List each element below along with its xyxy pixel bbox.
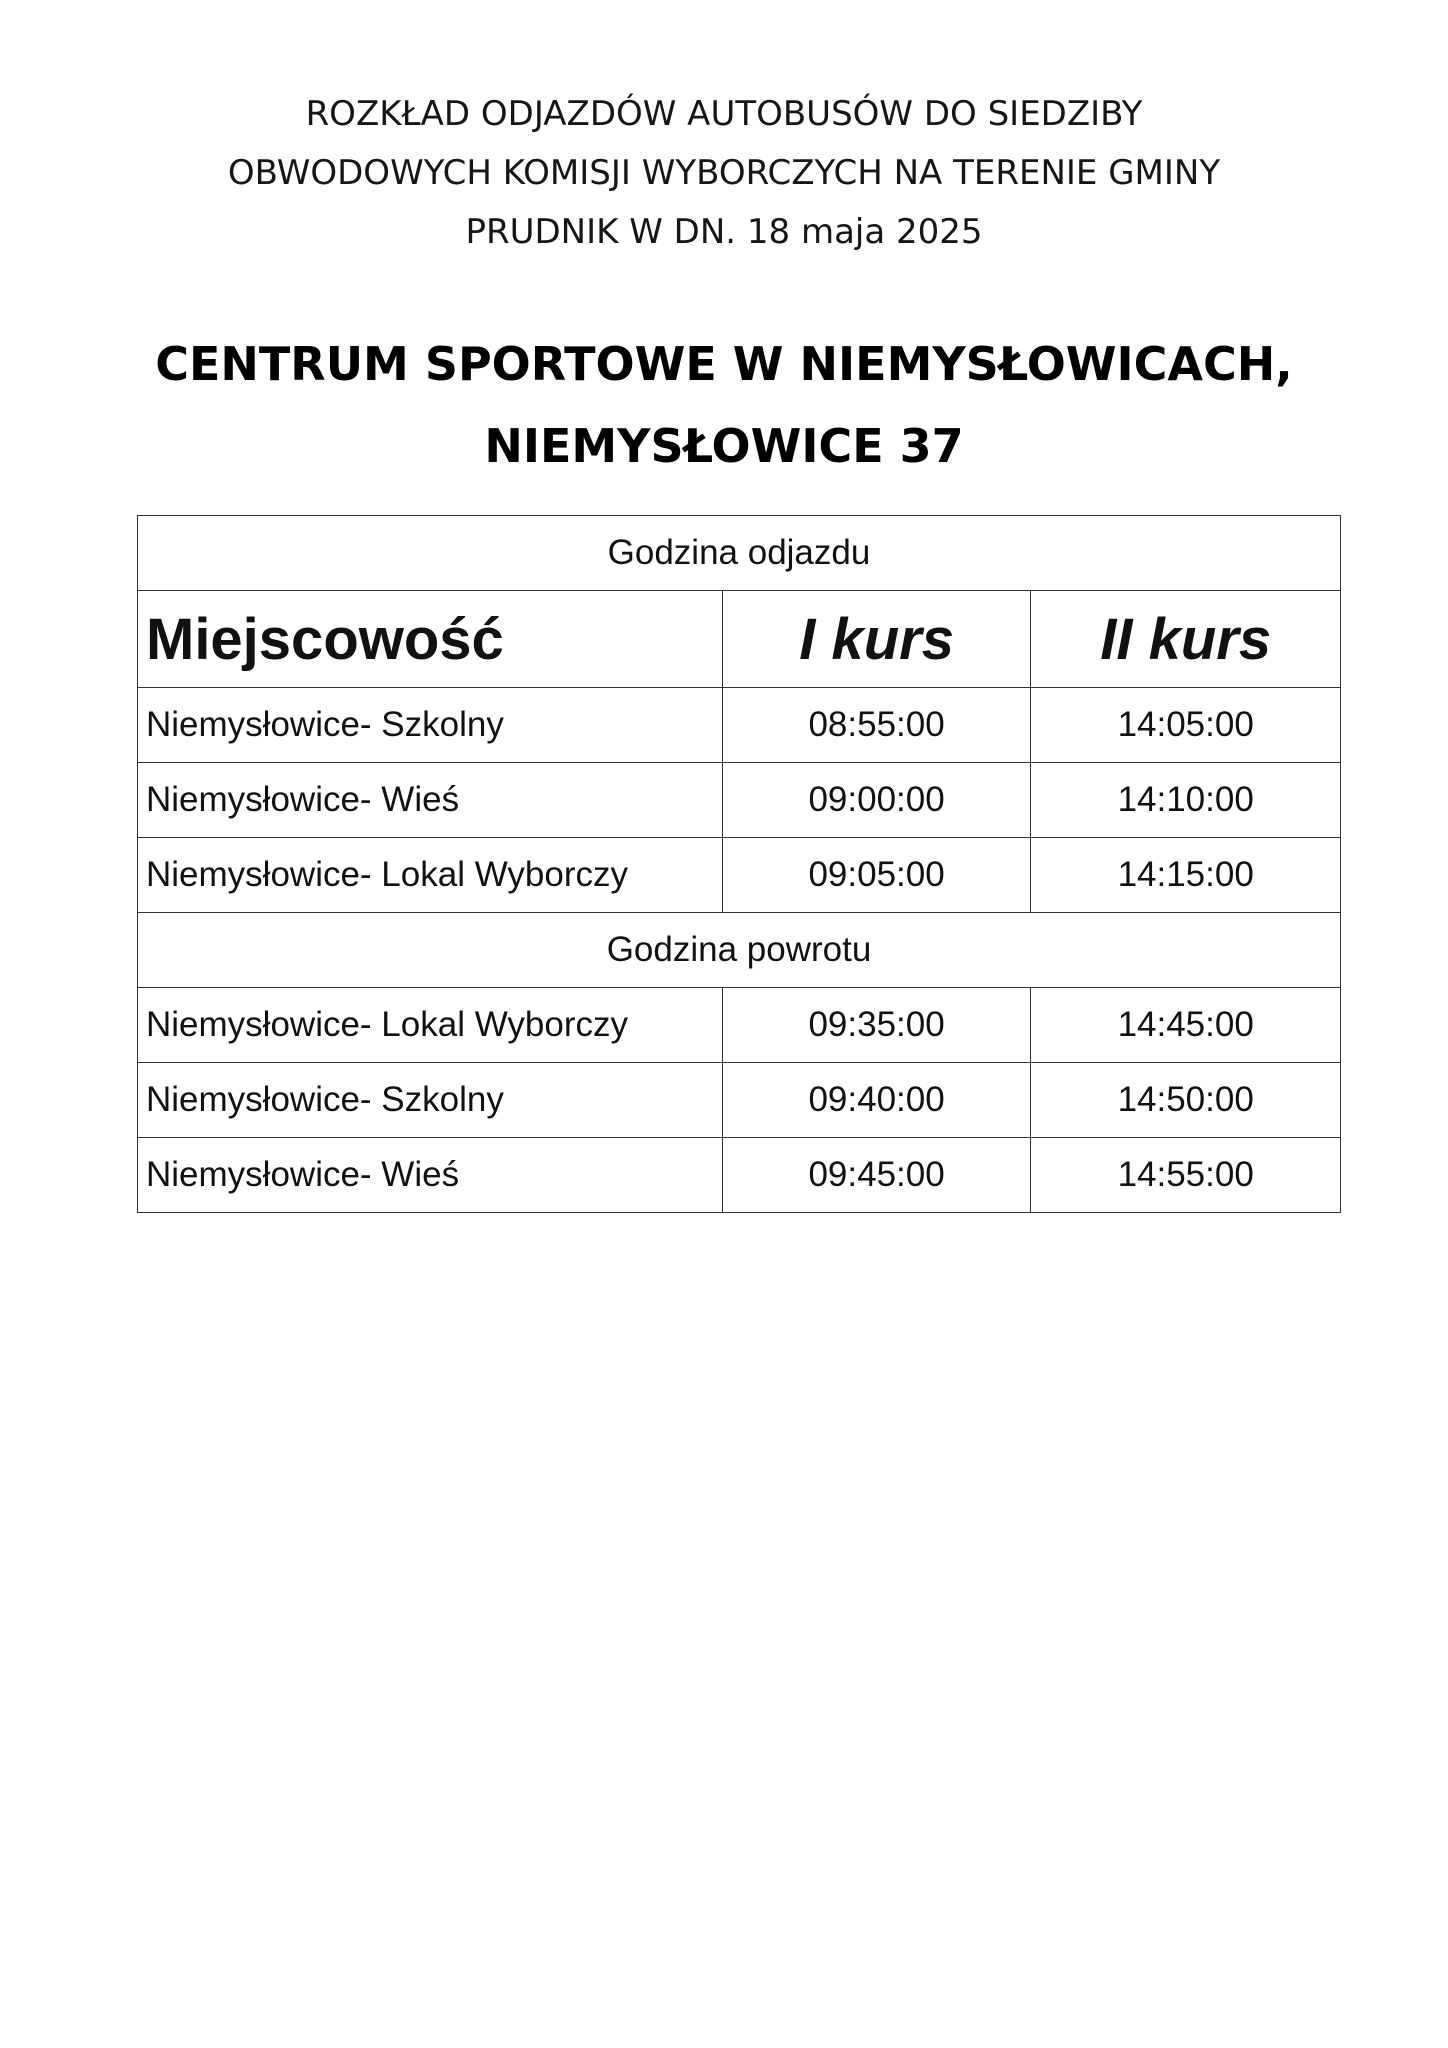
- departure-heading-row: [138, 516, 1341, 591]
- place-cell: Niemysłowice- Wieś: [138, 1138, 723, 1213]
- course-2-time: 14:55:00: [1031, 1138, 1341, 1213]
- course-1-time: 09:00:00: [722, 763, 1031, 838]
- place-cell: Niemysłowice- Lokal Wyborczy: [138, 838, 723, 913]
- schedule-table: [137, 515, 1341, 1213]
- course-2-time: 14:50:00: [1031, 1063, 1341, 1138]
- column-header-course-2: II kurs: [1031, 591, 1341, 688]
- course-2-time: 14:10:00: [1031, 763, 1341, 838]
- table-row: [138, 1138, 1341, 1213]
- column-header-place: Miejscowość: [138, 591, 723, 688]
- course-2-time: 14:05:00: [1031, 688, 1341, 763]
- table-row: [138, 763, 1341, 838]
- course-1-time: 08:55:00: [722, 688, 1031, 763]
- course-2-time: 14:15:00: [1031, 838, 1341, 913]
- header-line: ROZKŁAD ODJAZDÓW AUTOBUSÓW DO SIEDZIBY: [305, 94, 1143, 134]
- header-line: OBWODOWYCH KOMISJI WYBORCZYCH NA TERENIE GMINY: [227, 153, 1221, 193]
- table-row: [138, 838, 1341, 913]
- course-1-time: 09:35:00: [722, 988, 1031, 1063]
- document-header: [0, 85, 1448, 262]
- title-line: CENTRUM SPORTOWE W NIEMYSŁOWICACH,: [155, 337, 1293, 391]
- place-cell: Niemysłowice- Szkolny: [138, 1063, 723, 1138]
- header-line: PRUDNIK W DN. 18 maja 2025: [465, 212, 983, 252]
- table-row: [138, 988, 1341, 1063]
- return-heading: Godzina powrotu: [138, 913, 1341, 988]
- departure-heading: Godzina odjazdu: [138, 516, 1341, 591]
- column-header-row: [138, 591, 1341, 688]
- course-1-time: 09:45:00: [722, 1138, 1031, 1213]
- return-heading-row: [138, 913, 1341, 988]
- table-row: [138, 688, 1341, 763]
- column-header-course-1: I kurs: [722, 591, 1031, 688]
- place-cell: Niemysłowice- Lokal Wyborczy: [138, 988, 723, 1063]
- location-title: [0, 323, 1448, 487]
- place-cell: Niemysłowice- Szkolny: [138, 688, 723, 763]
- title-line: NIEMYSŁOWICE 37: [484, 419, 964, 473]
- course-2-time: 14:45:00: [1031, 988, 1341, 1063]
- course-1-time: 09:40:00: [722, 1063, 1031, 1138]
- course-1-time: 09:05:00: [722, 838, 1031, 913]
- place-cell: Niemysłowice- Wieś: [138, 763, 723, 838]
- table-row: [138, 1063, 1341, 1138]
